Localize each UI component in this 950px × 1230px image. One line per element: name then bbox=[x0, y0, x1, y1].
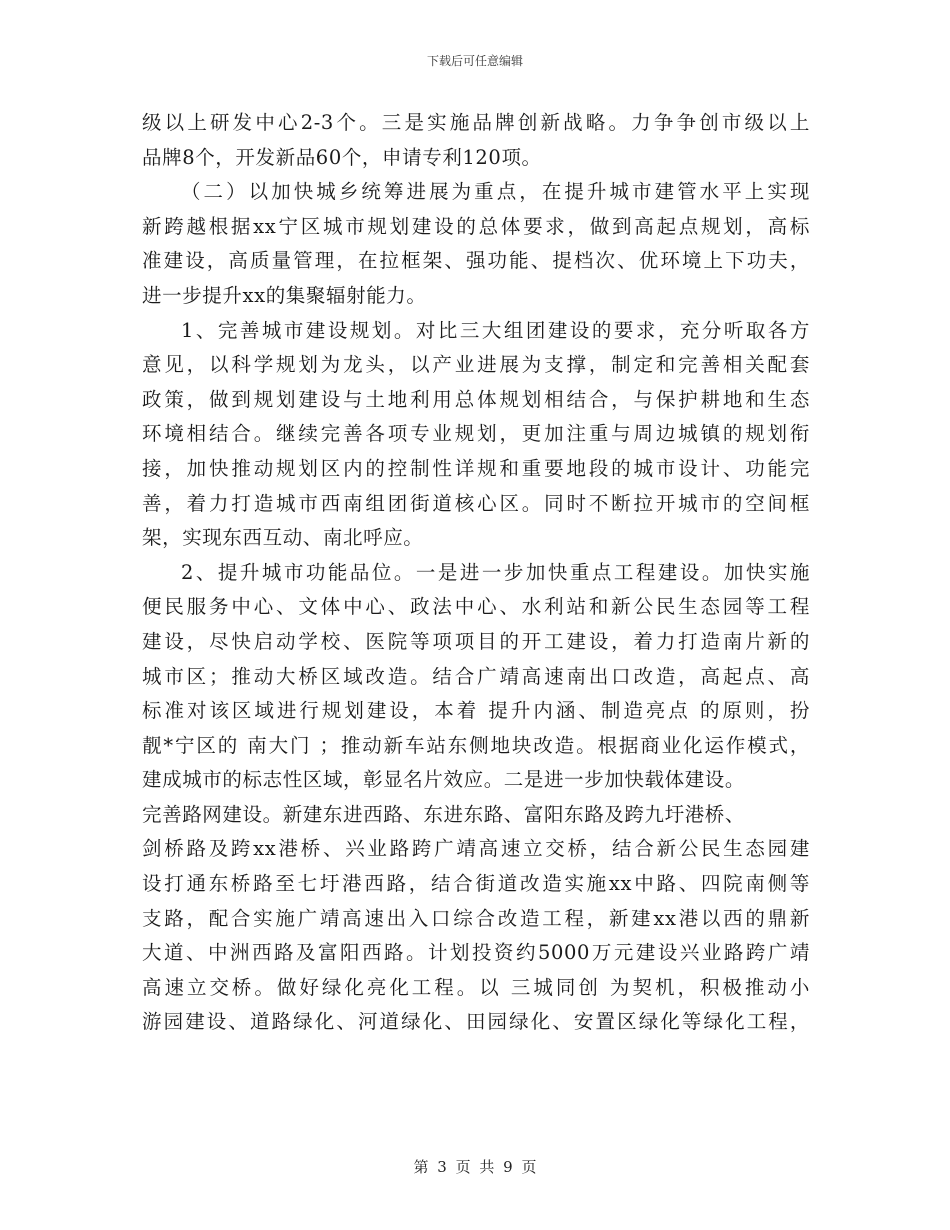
text-line: 完善路网建设。新建东进西路、东进东路、富阳东路及跨九圩港桥、 bbox=[142, 802, 746, 826]
text-line: 建设，尽快启动学校、医院等项项目的开工建设，着力打造南片新的 bbox=[142, 629, 810, 653]
text-line: 政策，做到规划建设与土地利用总体规划相结合，与保护耕地和生态 bbox=[142, 387, 810, 411]
text-line: 意见，以科学规划为龙头，以产业进展为支撑，制定和完善相关配套 bbox=[142, 353, 810, 377]
text-line: 接，加快推动规划区内的控制性详规和重要地段的城市设计、功能完 bbox=[142, 456, 810, 480]
paragraph-first-line: （二）以加快城乡统筹进展为重点，在提升城市建管水平上实现 bbox=[181, 180, 810, 204]
text-line: 便民服务中心、文体中心、政法中心、水利站和新公民生态园等工程 bbox=[142, 595, 810, 619]
text-line: 游园建设、道路绿化、河道绿化、田园绿化、安置区绿化等绿化工程， bbox=[142, 1010, 810, 1034]
text-line: 级以上研发中心2-3个。三是实施品牌创新战略。力争争创市级以上 bbox=[142, 111, 810, 134]
text-line: 新跨越根据xx宁区城市规划建设的总体要求，做到高起点规划，高标 bbox=[142, 214, 810, 238]
text-line: 善，着力打造城市西南组团街道核心区。同时不断拉开城市的空间框 bbox=[142, 491, 810, 515]
text-line: 城市区；推动大桥区域改造。结合广靖高速南出口改造，高起点、高 bbox=[142, 664, 810, 688]
paragraph-first-line: 2、提升城市功能品位。一是进一步加快重点工程建设。加快实施 bbox=[181, 560, 810, 584]
text-line: 建成城市的标志性区域，彰显名片效应。二是进一步加快载体建设。 bbox=[142, 768, 746, 792]
text-line: 品牌8个，开发新品60个，申请专利120项。 bbox=[142, 145, 542, 169]
text-line: 设打通东桥路至七圩港西路，结合街道改造实施xx中路、四院南侧等 bbox=[142, 872, 810, 896]
document-body bbox=[142, 106, 810, 1040]
paragraph-first-line: 1、完善城市建设规划。对比三大组团建设的要求，充分听取各方 bbox=[181, 318, 810, 342]
page-number-footer: 第 3 页 共 9 页 bbox=[413, 1158, 537, 1176]
text-line: 准建设，高质量管理，在拉框架、强功能、提档次、优环境上下功夫， bbox=[142, 249, 810, 273]
text-line: 靓*宁区的 南大门 ；推动新车站东侧地块改造。根据商业化运作模式， bbox=[142, 733, 810, 757]
text-line: 高速立交桥。做好绿化亮化工程。以 三城同创 为契机，积极推动小 bbox=[142, 975, 810, 999]
text-line: 环境相结合。继续完善各项专业规划，更加注重与周边城镇的规划衔 bbox=[142, 422, 810, 446]
text-line: 支路，配合实施广靖高速出入口综合改造工程，新建xx港以西的鼎新 bbox=[142, 906, 810, 930]
text-line: 进一步提升xx的集聚辐射能力。 bbox=[142, 283, 427, 307]
text-line: 剑桥路及跨xx港桥、兴业路跨广靖高速立交桥，结合新公民生态园建 bbox=[142, 837, 810, 861]
text-line: 标准对该区域进行规划建设，本着 提升内涵、制造亮点 的原则，扮 bbox=[142, 699, 810, 723]
page-header: 下载后可任意编辑 bbox=[426, 54, 523, 68]
text-line: 大道、中洲西路及富阳西路。计划投资约5000万元建设兴业路跨广靖 bbox=[142, 941, 810, 965]
text-line: 架，实现东西互动、南北呼应。 bbox=[142, 526, 424, 550]
